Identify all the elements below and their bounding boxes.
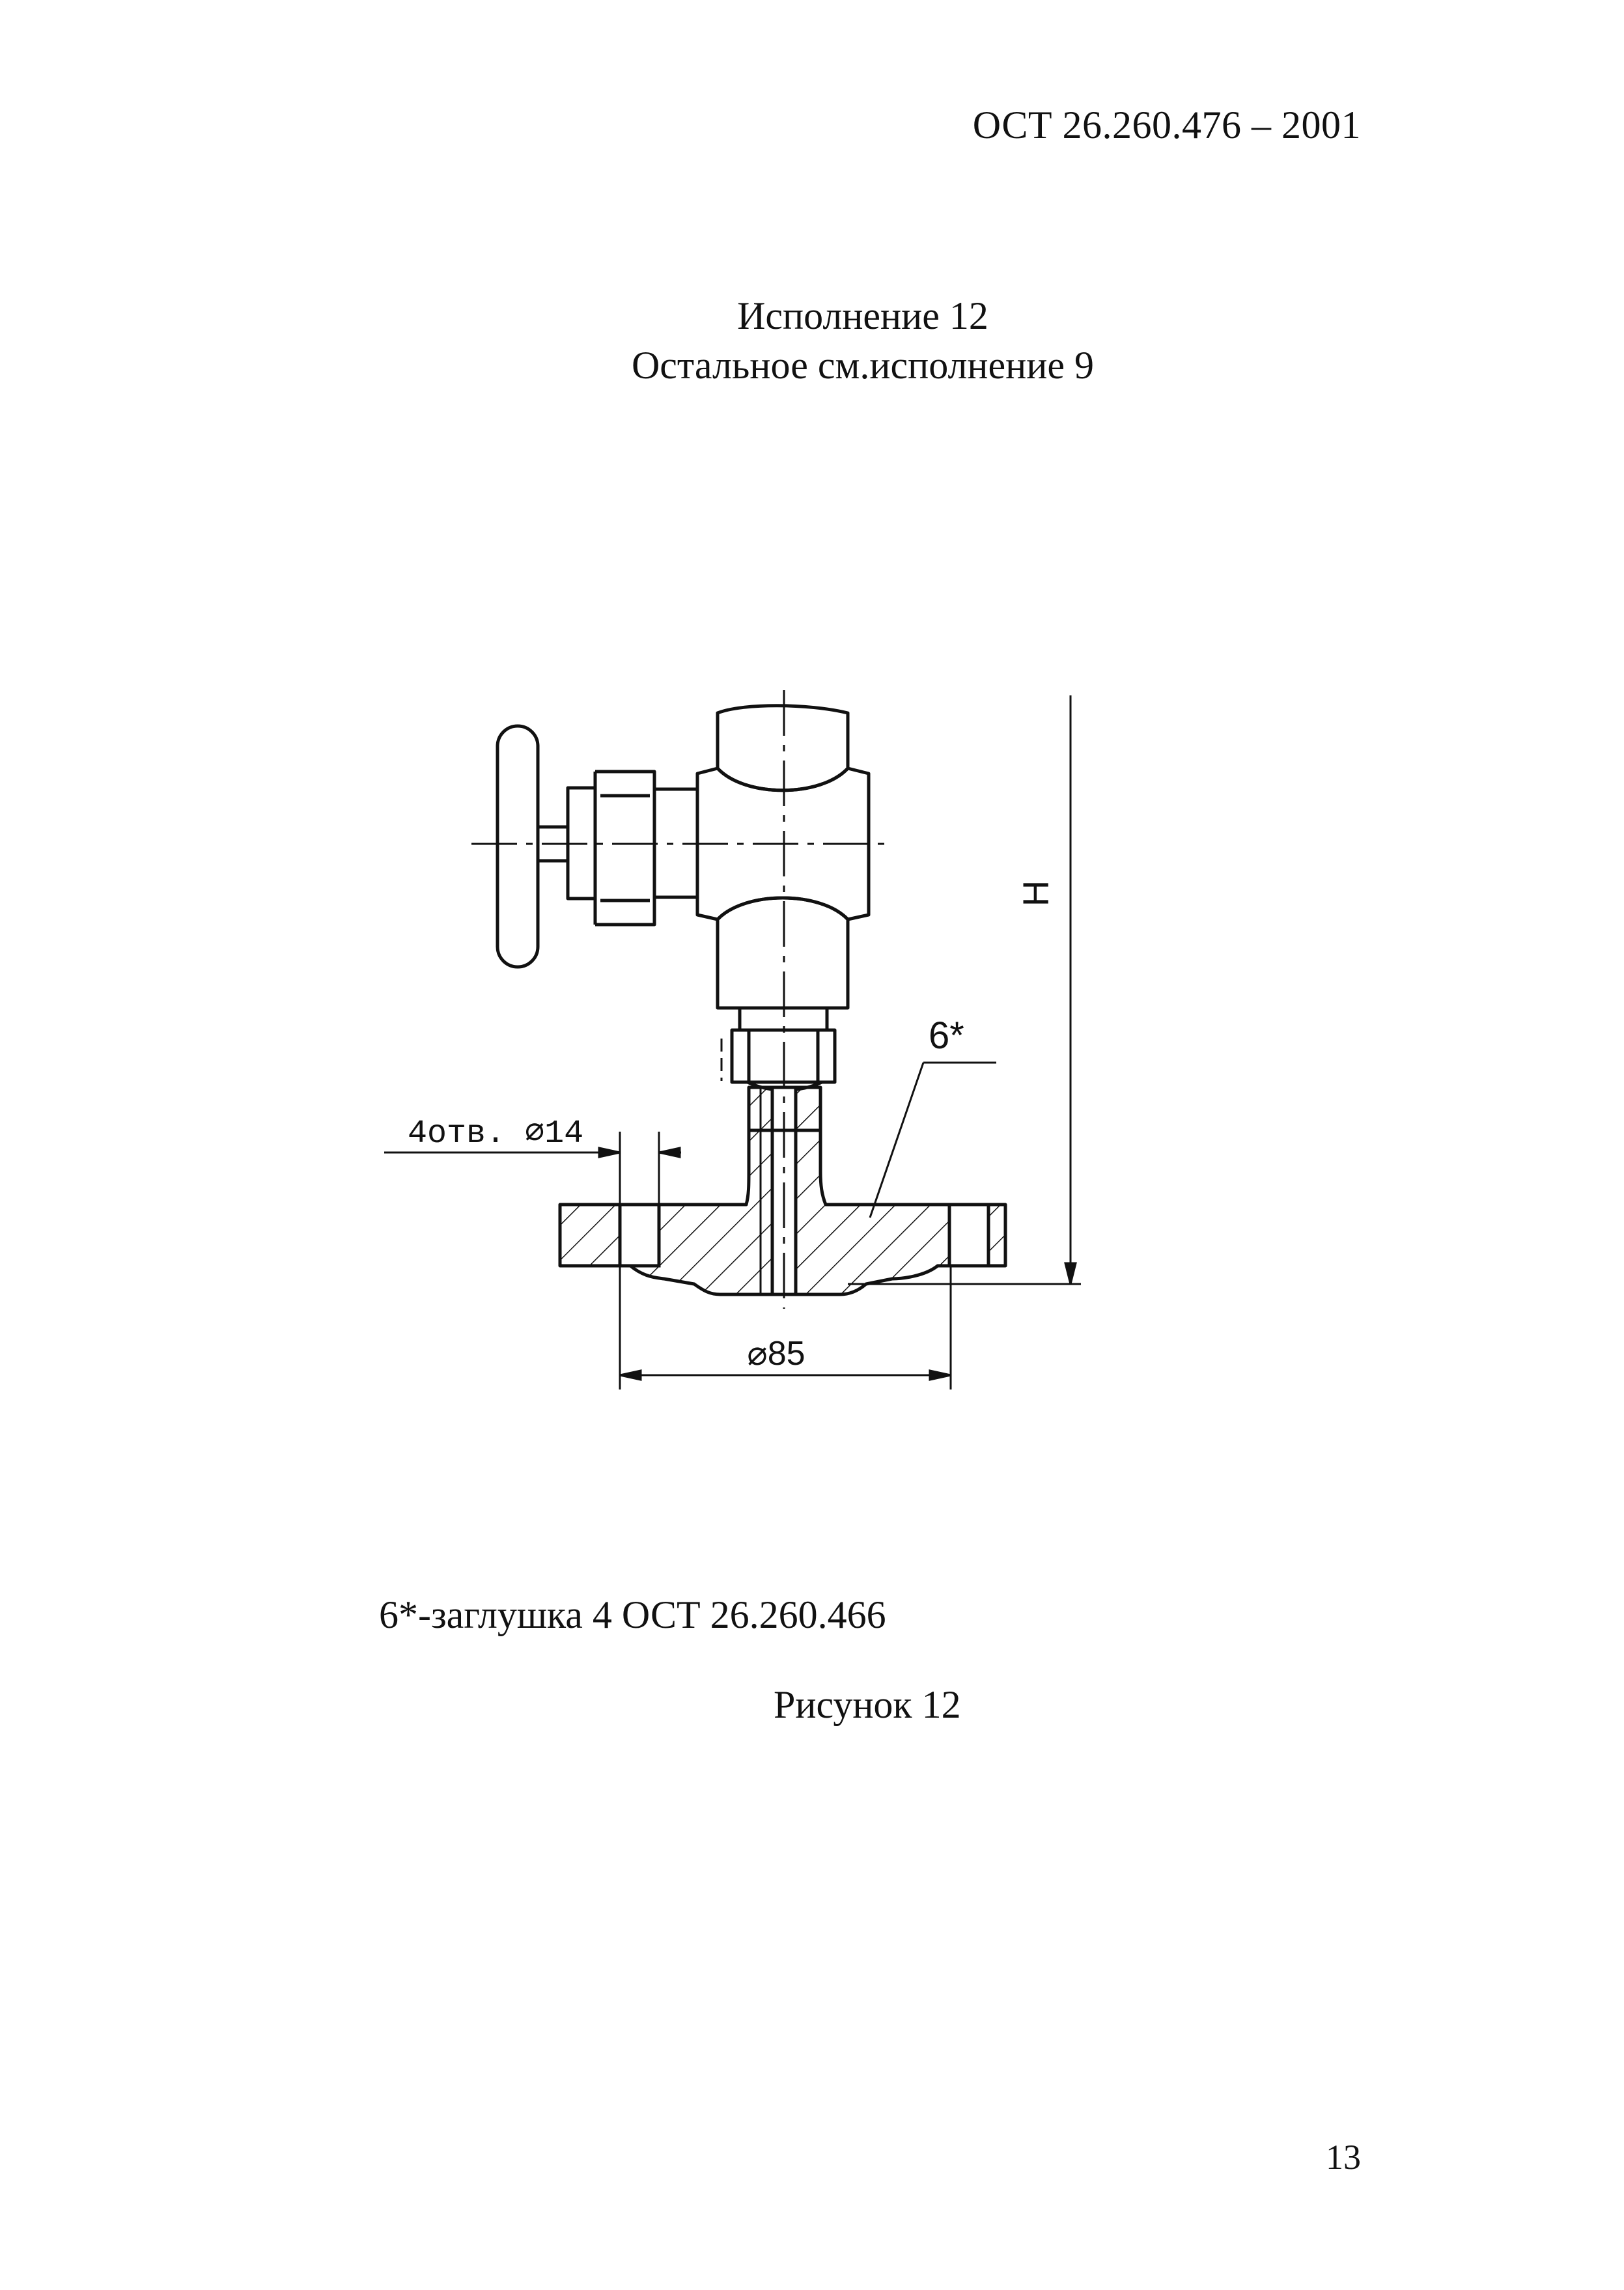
- valve-body-bottom: [718, 898, 848, 1008]
- height-dimension: [848, 695, 1081, 1284]
- plug-leader: [870, 1063, 996, 1218]
- heading-reference: Остальное см.исполнение 9: [631, 344, 1095, 387]
- page-number: 13: [1326, 2138, 1361, 2177]
- figure-caption: Рисунок 12: [774, 1683, 961, 1726]
- holes-dimension-label: 4отв. ⌀14: [408, 1115, 584, 1152]
- flange-section: [560, 1087, 1005, 1294]
- footnote: 6*-заглушка 4 ОСТ 26.260.466: [379, 1593, 886, 1636]
- plug-callout-label: 6*: [929, 1014, 964, 1057]
- hex-nut: [595, 772, 654, 925]
- diameter-dimension-label: ⌀85: [747, 1335, 805, 1373]
- handwheel: [497, 726, 538, 967]
- heading-version: Исполнение 12: [737, 294, 988, 337]
- valve-body-top: [718, 706, 848, 790]
- document-code: ОСТ 26.260.476 – 2001: [972, 104, 1361, 147]
- height-dimension-label: H: [1015, 880, 1056, 907]
